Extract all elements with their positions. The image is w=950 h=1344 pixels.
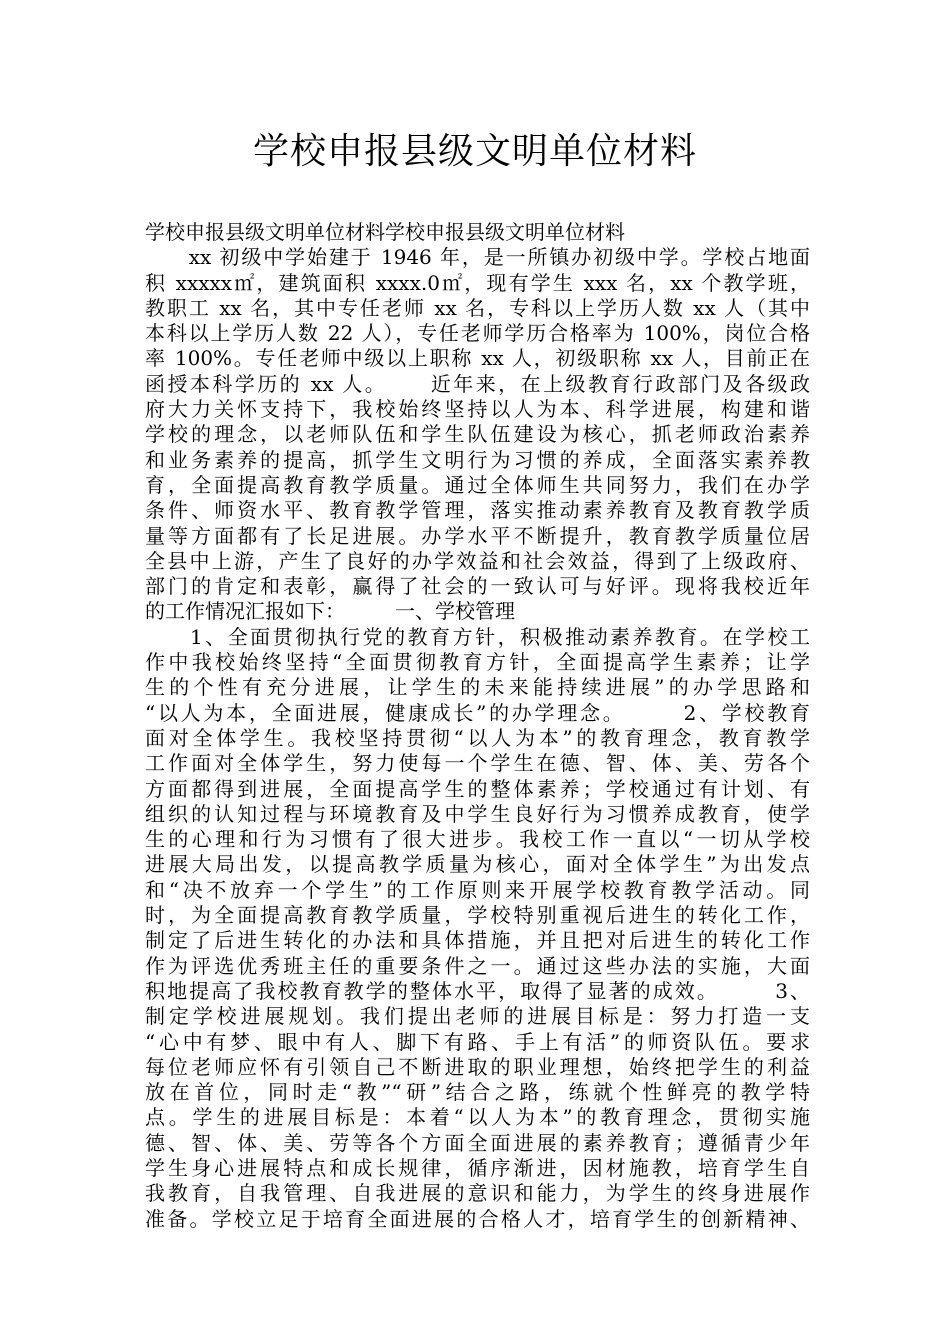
body-line: 育，全面提高教育教学质量。通过全体师生共同努力，我们在办学 <box>145 472 810 497</box>
body-line: 面对全体学生。我校坚持贯彻“以人为本”的教育理念，教育教学 <box>145 725 810 750</box>
body-line: 学校的理念，以老师队伍和学生队伍建设为核心，抓老师政治素养 <box>145 422 810 447</box>
body-line: 每位老师应怀有引领自己不断进取的职业理想，始终把学生的利益 <box>145 1054 810 1079</box>
body-line: 和“决不放弃一个学生”的工作原则来开展学校教育教学活动。同 <box>145 877 810 902</box>
body-line: 1、全面贯彻执行党的教育方针，积极推动素养教育。在学校工 <box>145 624 810 649</box>
body-line: 率 100%。专任老师中级以上职称 xx 人，初级职称 xx 人，目前正在 <box>145 346 810 371</box>
body-line: 点。学生的进展目标是：本着“以人为本”的教育理念，贯彻实施 <box>145 1105 810 1130</box>
body-line: 学生身心进展特点和成长规律，循序渐进，因材施教，培育学生自 <box>145 1155 810 1180</box>
body-line: “心中有梦、眼中有人、脚下有路、手上有活”的师资队伍。要求 <box>145 1029 810 1054</box>
body-line: 作为评选优秀班主任的重要条件之一。通过这些办法的实施，大面 <box>145 953 810 978</box>
body-line: 制定学校进展规划。我们提出老师的进展目标是：努力打造一支 <box>145 1004 810 1029</box>
body-line: 全县中上游，产生了良好的办学效益和社会效益，得到了上级政府、 <box>145 548 810 573</box>
body-line: 的工作情况汇报如下： 一、学校管理 <box>145 599 515 624</box>
body-line: 方面都得到进展，全面提高学生的整体素养；学校通过有计划、有 <box>145 776 810 801</box>
body-line: 和业务素养的提高，抓学生文明行为习惯的养成，全面落实素养教 <box>145 447 810 472</box>
body-line: “以人为本，全面进展，健康成长”的办学理念。 2、学校教育 <box>145 700 810 725</box>
body-line: 学校申报县级文明单位材料学校申报县级文明单位材料 <box>145 220 625 244</box>
body-line: 作中我校始终坚持“全面贯彻教育方针，全面提高学生素养；让学 <box>145 650 810 675</box>
body-line: 教职工 xx 名，其中专任老师 xx 名，专科以上学历人数 xx 人（其中 <box>145 295 810 320</box>
body-line: 积 xxxxx㎡，建筑面积 xxxx.0㎡，现有学生 xxx 名，xx 个教学班， <box>145 270 810 295</box>
body-line: xx 初级中学始建于 1946 年，是一所镇办初级中学。学校占地面 <box>145 245 810 270</box>
document-title: 学校申报县级文明单位材料 <box>252 131 697 172</box>
body-line: 进展大局出发，以提高教学质量为核心，面对全体学生”为出发点 <box>145 852 810 877</box>
body-line: 量等方面都有了长足进展。办学水平不断提升，教育教学质量位居 <box>145 523 810 548</box>
body-line: 本科以上学历人数 22 人），专任老师学历合格率为 100%，岗位合格 <box>145 321 810 346</box>
body-line: 德、智、体、美、劳等各个方面全面进展的素养教育；遵循青少年 <box>145 1130 810 1155</box>
body-line: 部门的肯定和表彰，赢得了社会的一致认可与好评。现将我校近年 <box>145 574 810 599</box>
body-line: 制定了后进生转化的办法和具体措施，并且把对后进生的转化工作 <box>145 928 810 953</box>
body-line: 时，为全面提高教育教学质量，学校特别重视后进生的转化工作， <box>145 903 810 928</box>
body-line: 函授本科学历的 xx 人。 近年来，在上级教育行政部门及各级政 <box>145 371 810 396</box>
body-line: 府大力关怀支持下，我校始终坚持以人为本、科学进展，构建和谐 <box>145 397 810 422</box>
body-line: 我教育，自我管理、自我进展的意识和能力，为学生的终身进展作 <box>145 1181 810 1206</box>
body-line: 放在首位，同时走“教”“研”结合之路，练就个性鲜亮的教学特 <box>145 1080 810 1105</box>
body-line: 组织的认知过程与环境教育及中学生良好行为习惯养成教育，使学 <box>145 801 810 826</box>
body-line: 生的心理和行为习惯有了很大进步。我校工作一直以“一切从学校 <box>145 827 810 852</box>
body-line: 生的个性有充分进展，让学生的未来能持续进展”的办学思路和 <box>145 675 810 700</box>
body-line: 积地提高了我校教育教学的整体水平，取得了显著的成效。 3、 <box>145 978 810 1003</box>
body-line: 工作面对全体学生，努力使每一个学生在德、智、体、美、劳各个 <box>145 751 810 776</box>
body-line: 条件、师资水平、教育教学管理，落实推动素养教育及教育教学质 <box>145 498 810 523</box>
body-line: 准备。学校立足于培育全面进展的合格人才，培育学生的创新精神、 <box>145 1206 810 1231</box>
document-body <box>145 220 810 1232</box>
